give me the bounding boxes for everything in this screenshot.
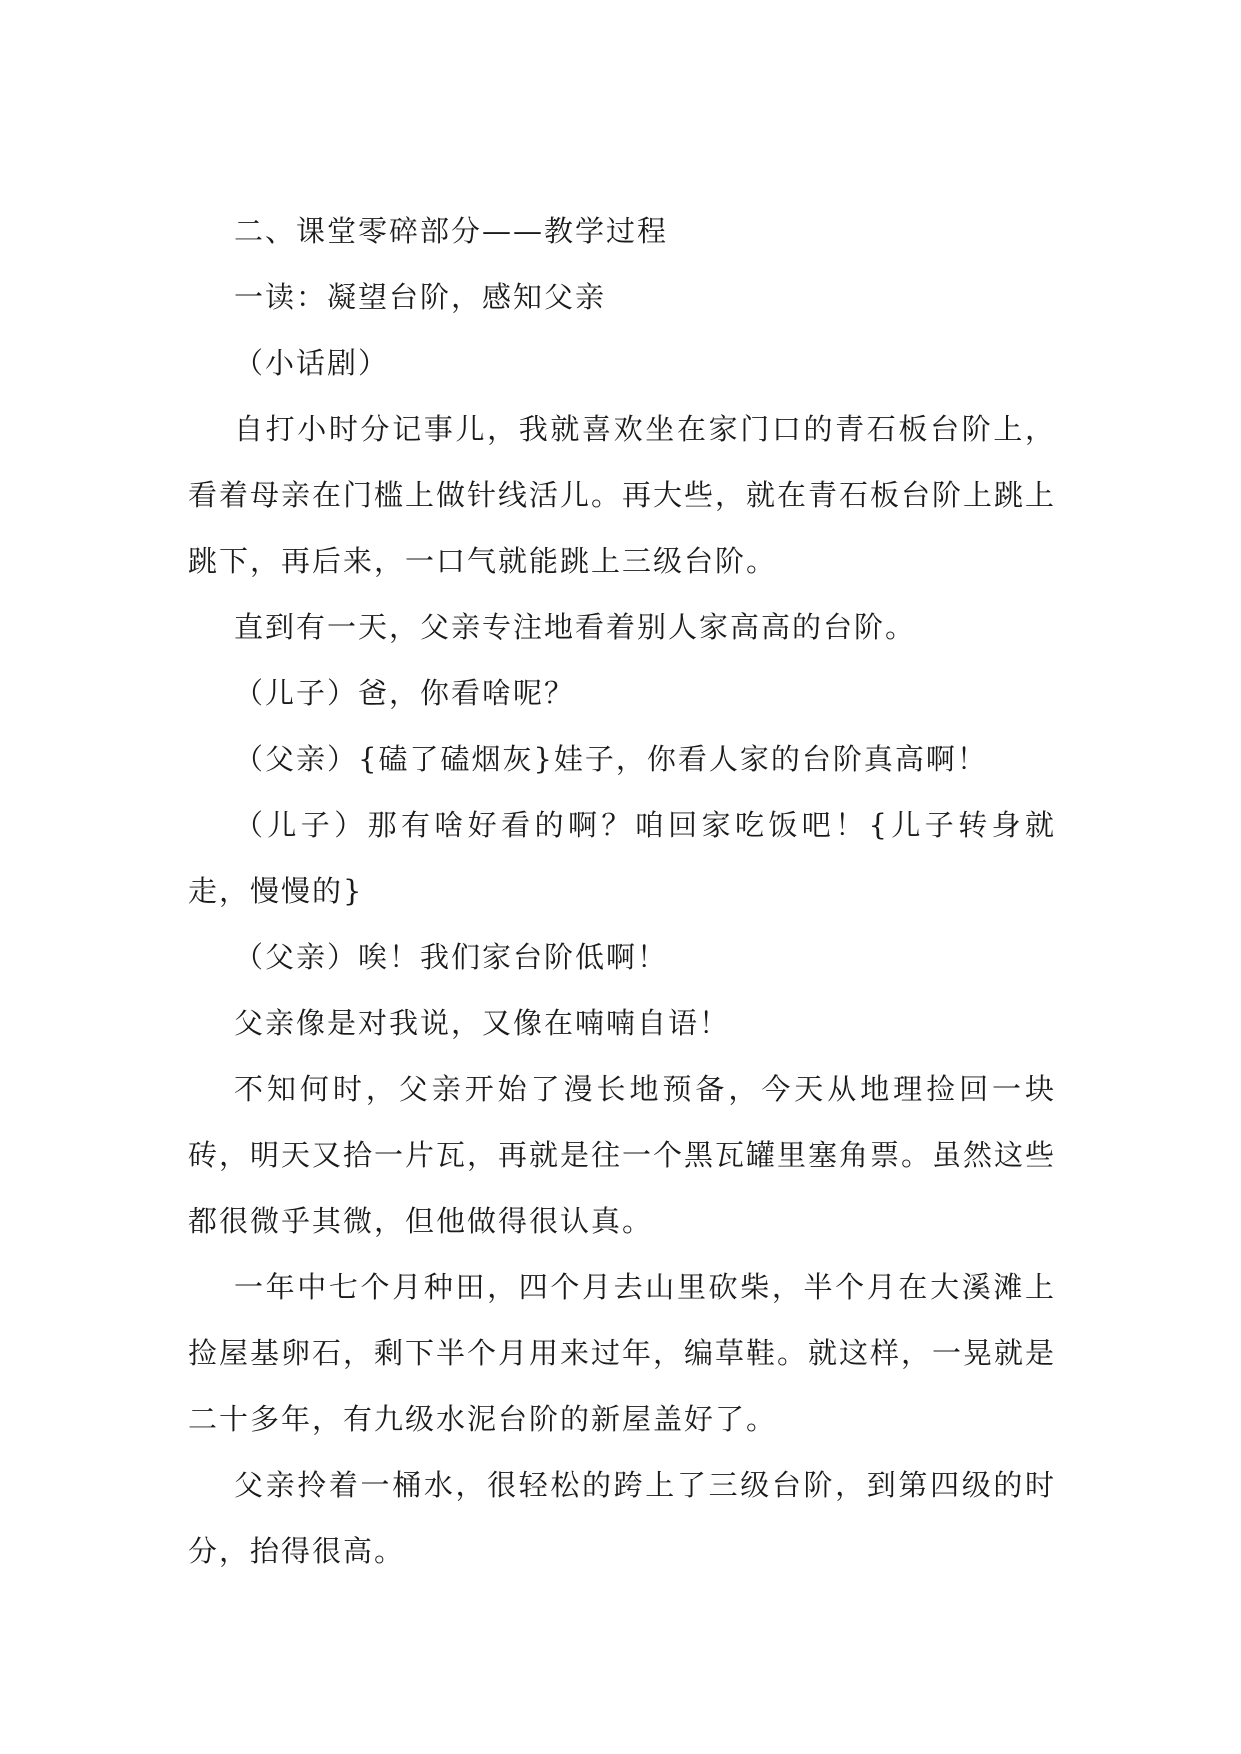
paragraph-preparation: 不知何时，父亲开始了漫长地预备，今天从地理捡回一块砖，明天又拾一片瓦，再就是往一个黑瓦罐里塞角票。虽然这些都很微乎其微，但他做得很认真。 <box>188 1072 1057 1238</box>
paragraph-bucket: 父亲拎着一桶水，很轻松的跨上了三级台阶，到第四级的时分，抬得很高。 <box>188 1468 1056 1568</box>
dialogue-line: （儿子）那有啥好看的啊？咱回家吃饭吧！{儿子转身就走，慢慢的} <box>188 808 1056 908</box>
section-heading: 二、课堂零碎部分——教学过程 <box>234 214 669 248</box>
play-label: （小话剧） <box>234 346 390 380</box>
paragraph-childhood: 自打小时分记事儿，我就喜欢坐在家门口的青石板台阶上，看着母亲在门槛上做针线活儿。再大些，就在青石板台阶上跳上跳下，再后来，一口气就能跳上三级台阶。 <box>188 412 1057 578</box>
paragraph-years: 一年中七个月种田，四个月去山里砍柴，半个月在大溪滩上捡屋基卵石，剩下半个月用来过年，编草鞋。就这样，一晃就是二十多年，有九级水泥台阶的新屋盖好了。 <box>188 1270 1057 1436</box>
subsection-heading: 一读：凝望台阶，感知父亲 <box>234 280 607 314</box>
dialogue-line: （儿子）爸，你看啥呢？ <box>234 676 576 710</box>
paragraph-one-day: 直到有一天，父亲专注地看着别人家高高的台阶。 <box>234 610 917 644</box>
dialogue-line: （父亲）{磕了磕烟灰}娃子，你看人家的台阶真高啊！ <box>234 742 988 776</box>
paragraph-murmur: 父亲像是对我说，又像在喃喃自语！ <box>234 1006 731 1040</box>
dialogue-line: （父亲）唉！我们家台阶低啊！ <box>234 940 669 974</box>
document-body <box>188 198 1056 1584</box>
